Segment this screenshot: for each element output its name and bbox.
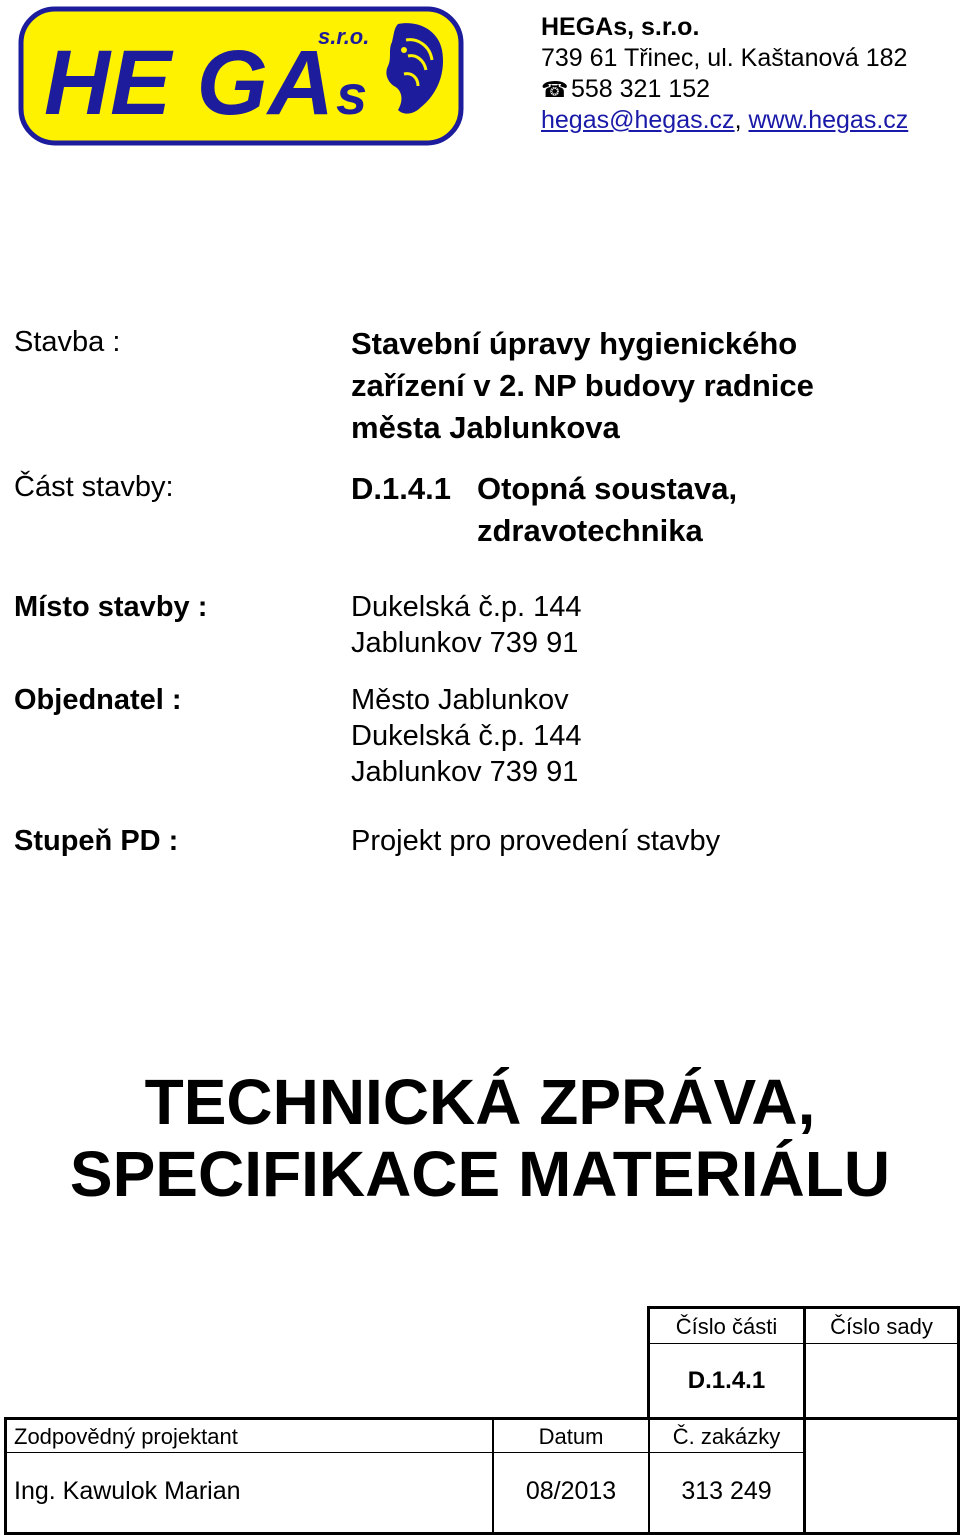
website-link[interactable]: www.hegas.cz — [748, 106, 909, 134]
logo-text-suffix: s — [336, 63, 368, 126]
projektant-value: Ing. Kawulok Marian — [14, 1477, 241, 1505]
cislo-casti-label: Číslo části — [675, 1314, 778, 1339]
cast-stavby-label: Část stavby: — [14, 471, 174, 503]
tb-border — [803, 1306, 806, 1535]
objednatel-line: Dukelská č.p. 144 — [351, 720, 582, 752]
tb-border — [4, 1417, 960, 1420]
company-logo — [18, 6, 464, 146]
company-name: HEGAs, s.r.o. — [541, 13, 700, 41]
company-info — [541, 12, 908, 136]
contact-separator: , — [734, 106, 742, 134]
stupen-pd-value: Projekt pro provedení stavby — [351, 825, 721, 857]
datum-value: 08/2013 — [525, 1477, 617, 1505]
projektant-label: Zodpovědný projektant — [14, 1424, 238, 1449]
cislo-casti-value: D.1.4.1 — [687, 1367, 766, 1394]
cislo-sady-label: Číslo sady — [830, 1314, 933, 1339]
company-address: 739 61 Třinec, ul. Kaštanová 182 — [541, 44, 908, 72]
stupen-pd-label: Stupeň PD : — [14, 825, 179, 857]
tb-border — [4, 1417, 7, 1535]
logo-text-main: HE GA — [44, 32, 334, 134]
datum-label: Datum — [538, 1424, 604, 1449]
misto-line: Dukelská č.p. 144 — [351, 591, 582, 623]
cast-stavby-line: Otopná soustava, — [477, 471, 738, 506]
objednatel-line: Město Jablunkov — [351, 684, 569, 716]
zakazka-value: 313 249 — [681, 1477, 772, 1505]
objednatel-label: Objednatel : — [14, 684, 182, 716]
misto-line: Jablunkov 739 91 — [351, 627, 579, 659]
cast-stavby-code: D.1.4.1 — [351, 471, 451, 506]
company-phone: 558 321 152 — [571, 75, 711, 103]
objednatel-line: Jablunkov 739 91 — [351, 756, 579, 788]
stavba-line: Stavební úpravy hygienického — [351, 326, 798, 361]
stavba-label: Stavba : — [14, 326, 121, 358]
tb-divider — [650, 1343, 957, 1344]
stavba-value — [351, 323, 814, 449]
zakazka-label: Č. zakázky — [672, 1424, 781, 1449]
cast-stavby-line: zdravotechnika — [477, 513, 703, 548]
objednatel-value — [351, 682, 582, 790]
document-title-line: TECHNICKÁ ZPRÁVA, — [144, 1066, 816, 1138]
company-contacts — [541, 105, 908, 136]
stavba-line: zařízení v 2. NP budovy radnice — [351, 368, 814, 403]
cast-stavby-text — [477, 468, 737, 552]
stavba-line: města Jablunkova — [351, 410, 620, 445]
tb-divider — [7, 1452, 803, 1453]
document-title-line: SPECIFIKACE MATERIÁLU — [69, 1138, 891, 1210]
company-phone-row — [541, 74, 908, 105]
misto-stavby-value — [351, 589, 582, 661]
email-link[interactable]: hegas@hegas.cz — [541, 106, 735, 134]
misto-stavby-label: Místo stavby : — [14, 591, 208, 623]
logo-text-legal: s.r.o. — [318, 24, 370, 49]
phone-icon: ☎ — [541, 77, 569, 102]
document-title — [0, 1066, 960, 1210]
cast-stavby-value — [351, 468, 911, 552]
